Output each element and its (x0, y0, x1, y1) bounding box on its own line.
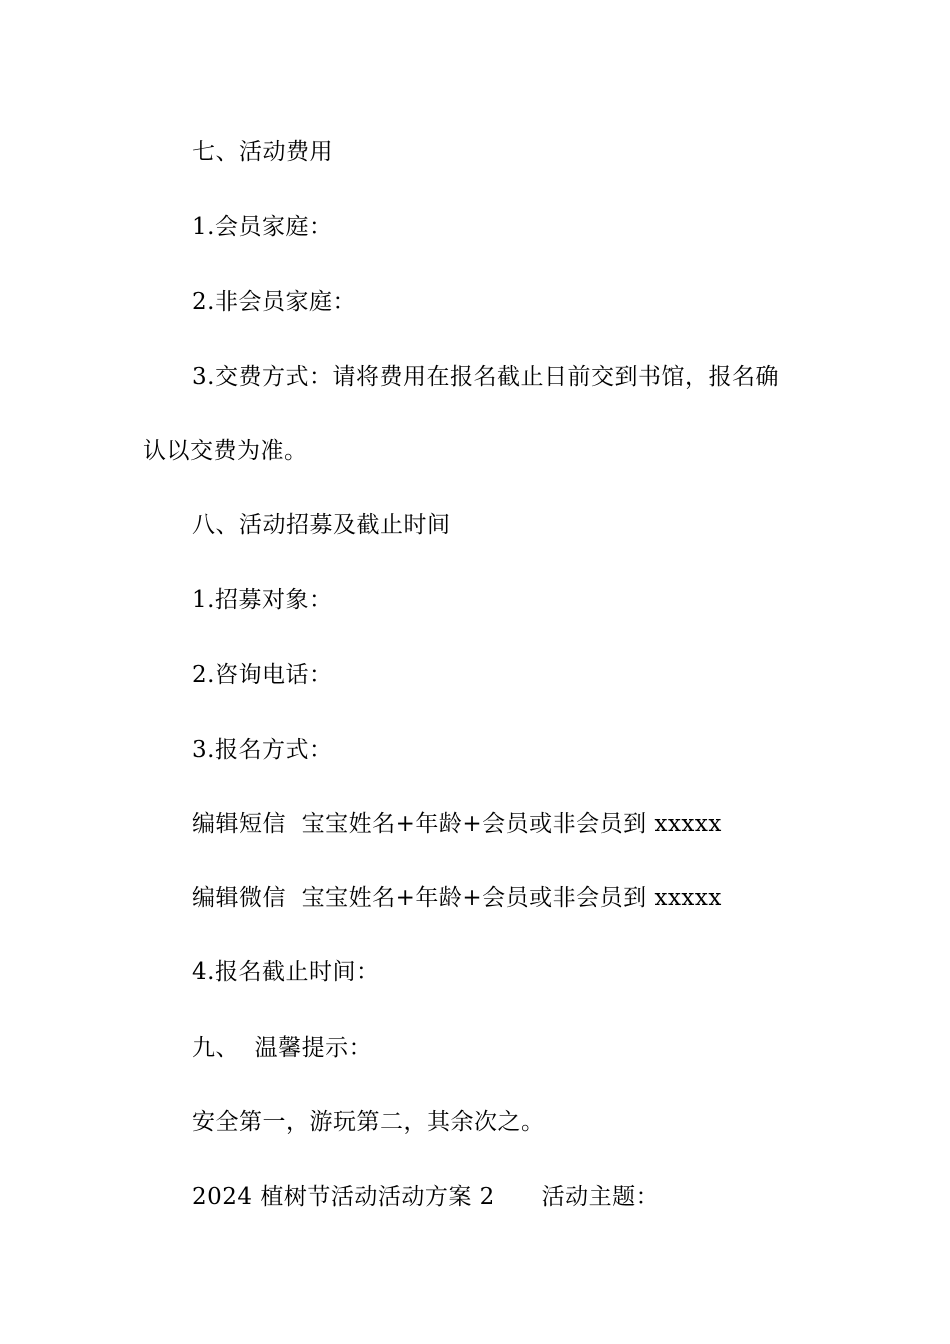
tips-content: 安全第一，游玩第二，其余次之。 (192, 1109, 545, 1135)
registration-deadline: 4.报名截止时间： (192, 959, 380, 985)
section-heading-recruitment: 八、活动招募及截止时间 (192, 512, 451, 538)
section-heading-tips: 九、 温馨提示： (192, 1035, 373, 1061)
registration-method: 3.报名方式： (192, 737, 333, 763)
fee-member-family: 1.会员家庭： (192, 214, 333, 240)
registration-sms: 编辑短信 宝宝姓名+年龄+会员或非会员到 xxxxx (192, 811, 722, 837)
fee-payment-method-continued: 认以交费为准。 (143, 438, 308, 464)
recruitment-target: 1.招募对象： (192, 587, 333, 613)
section-heading-fees: 七、活动费用 (192, 139, 333, 165)
registration-wechat: 编辑微信 宝宝姓名+年龄+会员或非会员到 xxxxx (192, 885, 722, 911)
fee-payment-method: 3.交费方式：请将费用在报名截止日前交到书馆，报名确 (192, 364, 779, 390)
recruitment-phone: 2.咨询电话： (192, 662, 333, 688)
fee-non-member-family: 2.非会员家庭： (192, 289, 356, 315)
plan-2-title: 2024 植树节活动活动方案 2 活动主题： (192, 1184, 660, 1210)
